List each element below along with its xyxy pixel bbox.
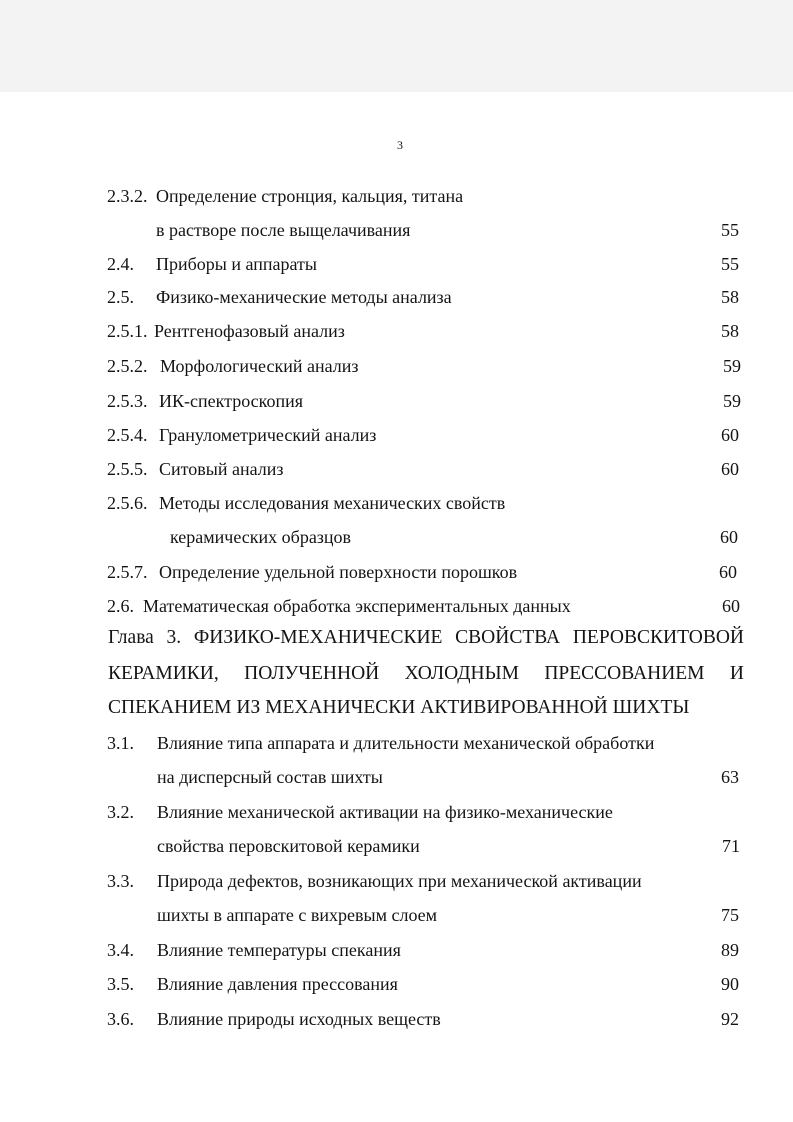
entry-title: Приборы и аппараты <box>156 254 318 274</box>
entry-page: 60 <box>720 527 738 547</box>
entry-page: 55 <box>721 220 739 240</box>
entry-page: 92 <box>721 1009 739 1029</box>
chapter-heading-line-3: СПЕКАНИЕМ ИЗ МЕХАНИЧЕСКИ АКТИВИРОВАННОЙ ШИХТЫ <box>108 697 690 718</box>
entry-title-continued: свойства перовскитовой керамики <box>157 836 420 856</box>
entry-title: Природа дефектов, возникающих при механической активации <box>157 871 642 891</box>
entry-page: 75 <box>721 905 739 925</box>
entry-number: 3.2. <box>107 802 134 822</box>
page-number: 3 <box>397 138 403 152</box>
entry-number: 2.3.2. <box>107 186 148 206</box>
entry-title: Влияние типа аппарата и длительности механической обработки <box>157 733 655 753</box>
entry-page: 60 <box>719 562 737 582</box>
entry-number: 2.5.2. <box>107 356 148 376</box>
chapter-heading-line-2: КЕРАМИКИ, ПОЛУЧЕННОЙ ХОЛОДНЫМ ПРЕССОВАНИЕМ И <box>108 663 744 684</box>
entry-number: 2.6. <box>107 596 134 616</box>
entry-page: 58 <box>721 321 739 341</box>
entry-page: 63 <box>721 767 739 787</box>
entry-title-continued: на дисперсный состав шихты <box>157 767 383 787</box>
entry-title: Морфологический анализ <box>160 356 359 376</box>
entry-number: 2.5.4. <box>107 425 148 445</box>
entry-page: 60 <box>721 425 739 445</box>
entry-page: 89 <box>721 940 739 960</box>
entry-page: 60 <box>721 459 739 479</box>
entry-number: 2.5.7. <box>107 562 148 582</box>
entry-page: 71 <box>722 836 740 856</box>
entry-page: 59 <box>723 391 741 411</box>
entry-page: 90 <box>721 974 739 994</box>
entry-title-continued: керамических образцов <box>170 527 352 547</box>
entry-number: 3.6. <box>107 1009 134 1029</box>
entry-number: 2.5.3. <box>107 391 148 411</box>
chapter-heading-line-1: Глава 3. ФИЗИКО-МЕХАНИЧЕСКИЕ СВОЙСТВА ПЕРОВСКИТОВОЙ <box>108 627 744 648</box>
entry-number: 2.5.6. <box>107 493 148 513</box>
entry-title: Физико-механические методы анализа <box>156 287 452 307</box>
entry-number: 2.4. <box>107 254 134 274</box>
entry-title-continued: шихты в аппарате с вихревым слоем <box>157 905 438 925</box>
entry-title-continued: в растворе после выщелачивания <box>156 220 411 240</box>
entry-number: 2.5.5. <box>107 459 148 479</box>
entry-title: Рентгенофазовый анализ <box>154 321 345 341</box>
entry-number: 3.5. <box>107 974 134 994</box>
entry-page: 58 <box>721 287 739 307</box>
entry-number: 2.5. <box>107 287 134 307</box>
entry-title: Гранулометрический анализ <box>159 425 377 445</box>
entry-title: Ситовый анализ <box>159 459 284 479</box>
entry-page: 60 <box>722 596 740 616</box>
entry-title: Влияние давления прессования <box>157 974 398 994</box>
entry-title: ИК-спектроскопия <box>159 391 304 411</box>
entry-page: 59 <box>723 356 741 376</box>
entry-title: Методы исследования механических свойств <box>159 493 506 513</box>
entry-title: Влияние природы исходных веществ <box>157 1009 441 1029</box>
entry-title: Влияние механической активации на физико-механические <box>157 802 613 822</box>
entry-number: 3.4. <box>107 940 134 960</box>
entry-number: 3.1. <box>107 733 134 753</box>
entry-number: 2.5.1. <box>107 321 148 341</box>
entry-title: Математическая обработка экспериментальных данных <box>143 596 571 616</box>
entry-title: Определение стронция, кальция, титана <box>156 186 464 206</box>
entry-number: 3.3. <box>107 871 134 891</box>
entry-page: 55 <box>721 254 739 274</box>
entry-title: Определение удельной поверхности порошков <box>159 562 518 582</box>
entry-title: Влияние температуры спекания <box>157 940 401 960</box>
